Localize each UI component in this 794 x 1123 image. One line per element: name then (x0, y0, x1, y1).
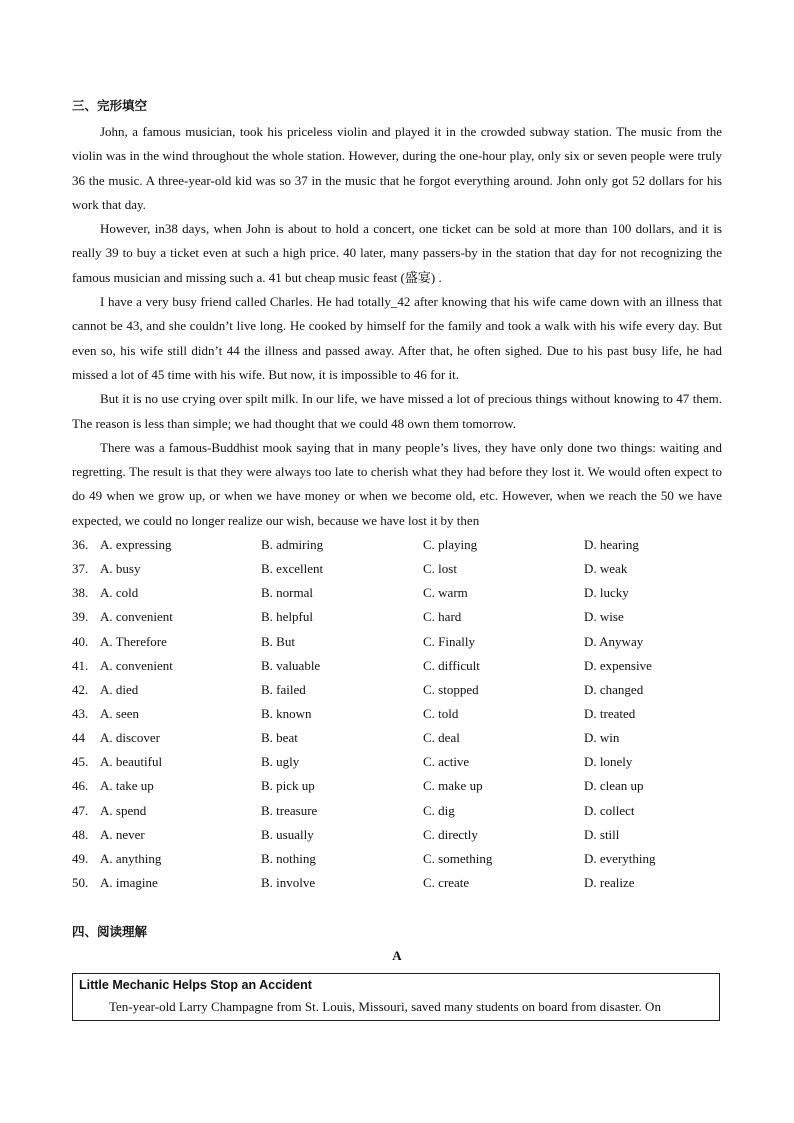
option-d: D. clean up (584, 778, 644, 794)
question-number: 48. (72, 826, 89, 842)
option-b: B. normal (261, 585, 313, 601)
option-row (72, 823, 722, 847)
option-b: B. involve (261, 874, 316, 890)
option-b: B. helpful (261, 609, 313, 625)
option-c: C. lost (423, 561, 457, 577)
passage-paragraph: John, a famous musician, took his priceless violin and played it in the crowded subway station. The music from the violin was in the wind throughout the whole station. However, during the one-hour play, only six or seven people were truly 36 the music. A three-year-old kid was so 37 in the music that he forgot everything around. John only got 52 dollars for his work that day. (72, 124, 722, 212)
option-a: A. imagine (100, 874, 158, 890)
option-row (72, 726, 722, 750)
option-c: C. hard (423, 609, 462, 625)
question-number: 42. (72, 681, 89, 697)
option-c: C. deal (423, 730, 460, 746)
option-row (72, 750, 722, 774)
option-c: C. make up (423, 778, 483, 794)
option-a: A. seen (100, 705, 139, 721)
passage-paragraph: However, in38 days, when John is about to hold a concert, one ticket can be sold at more than 100 dollars, and it is really 39 to buy a ticket even at such a high price. 40 later, many passers-by in the station that day for not recognizing the famous musician and missing such a. 41 but cheap music feast (盛宴) . (72, 221, 722, 285)
option-a: A. anything (100, 850, 162, 866)
option-b: B. failed (261, 681, 306, 697)
article-box (72, 973, 720, 1021)
option-c: C. dig (423, 802, 455, 818)
option-a: A. convenient (100, 657, 173, 673)
option-c: C. something (423, 850, 493, 866)
option-c: C. directly (423, 826, 478, 842)
option-c: C. create (423, 874, 470, 890)
reading-section-title: 四、阅读理解 (72, 924, 148, 939)
option-d: D. lucky (584, 585, 629, 601)
option-a: A. died (100, 681, 139, 697)
option-d: D. everything (584, 850, 656, 866)
question-number: 39. (72, 609, 89, 625)
option-d: D. win (584, 730, 620, 746)
option-a: A. discover (100, 730, 160, 746)
option-b: B. But (261, 633, 295, 649)
option-b: B. treasure (261, 802, 318, 818)
cloze-section-title: 三、完形填空 (72, 98, 148, 113)
option-row (72, 533, 722, 557)
question-number: 40. (72, 633, 89, 649)
option-d: D. still (584, 826, 620, 842)
option-row (72, 630, 722, 654)
question-number: 36. (72, 537, 89, 552)
cloze-passage (72, 120, 722, 533)
option-c: C. told (423, 705, 459, 721)
option-b: B. pick up (261, 778, 315, 794)
question-number: 46. (72, 778, 89, 794)
option-b: B. ugly (261, 754, 300, 770)
option-row (72, 799, 722, 823)
option-a: A. never (100, 826, 145, 842)
option-a: A. cold (100, 585, 139, 601)
option-d: D. treated (584, 705, 636, 721)
passage-paragraph: There was a famous-Buddhist mook saying that in many people’s lives, they have only done two things: waiting and regretting. The result is that they were always too late to cherish what they had before they lost it. We would often expect to do 49 when we grow up, or when we have money or when we become old, etc. However, when we reach the 50 we have expected, we could no longer realize our wish, because we have lost it by then (72, 439, 722, 528)
option-d: D. hearing (584, 537, 639, 552)
option-d: D. lonely (584, 754, 633, 770)
question-number: 43. (72, 705, 89, 721)
option-a: A. beautiful (100, 754, 163, 770)
question-number: 50. (72, 874, 89, 890)
question-number: 44 (72, 730, 85, 746)
option-row (72, 581, 722, 605)
option-row (72, 774, 722, 798)
option-row (72, 654, 722, 678)
option-c: C. difficult (423, 657, 480, 673)
option-d: D. wise (584, 609, 624, 625)
option-d: D. Anyway (584, 633, 644, 649)
option-b: B. usually (261, 826, 314, 842)
option-d: D. weak (584, 561, 628, 577)
options-list (72, 533, 722, 895)
option-b: B. known (261, 705, 312, 721)
question-number: 41. (72, 657, 89, 673)
option-b: B. excellent (261, 561, 324, 577)
option-row (72, 847, 722, 871)
option-d: D. collect (584, 802, 635, 818)
option-c: C. Finally (423, 633, 476, 649)
option-a: A. expressing (100, 537, 172, 552)
option-row (72, 678, 722, 702)
option-a: A. busy (100, 561, 141, 577)
option-row (72, 605, 722, 629)
option-a: A. convenient (100, 609, 173, 625)
option-d: D. changed (584, 681, 644, 697)
option-d: D. realize (584, 874, 635, 890)
question-number: 37. (72, 561, 89, 577)
question-number: 47. (72, 802, 89, 818)
option-b: B. beat (261, 730, 298, 746)
question-number: 38. (72, 585, 89, 601)
passage-paragraph: But it is no use crying over spilt milk. In our life, we have missed a lot of precious things without knowing to 47 them. The reason is less than simple; we had thought that we could 48 own them tomorrow. (72, 391, 722, 431)
option-b: B. admiring (261, 537, 324, 552)
article-first-line: Ten-year-old Larry Champagne from St. Louis, Missouri, saved many students on board from disaster. On (109, 999, 661, 1014)
option-row (72, 557, 722, 581)
option-b: B. nothing (261, 850, 316, 866)
question-number: 49. (72, 850, 89, 866)
passage-paragraph: I have a very busy friend called Charles. He had totally_42 after knowing that his wife came down with an illness that cannot be 43, and she couldn’t live long. He cooked by himself for the family and took a walk with his wife every day. But even so, his wife still didn’t 44 the illness and passed away. After that, he often sighed. Due to his past busy life, he had missed a lot of 45 time with his wife. But now, it is impossible to 46 for it. (72, 294, 722, 382)
option-row (72, 871, 722, 895)
option-c: C. active (423, 754, 470, 770)
option-b: B. valuable (261, 657, 321, 673)
question-number: 45. (72, 754, 89, 770)
option-a: A. Therefore (100, 633, 167, 649)
option-c: C. stopped (423, 681, 479, 697)
option-c: C. playing (423, 537, 478, 552)
option-d: D. expensive (584, 657, 652, 673)
option-a: A. spend (100, 802, 147, 818)
option-row (72, 702, 722, 726)
option-a: A. take up (100, 778, 154, 794)
option-c: C. warm (423, 585, 468, 601)
article-title: Little Mechanic Helps Stop an Accident (79, 978, 312, 992)
reading-part-label: A (392, 948, 402, 963)
